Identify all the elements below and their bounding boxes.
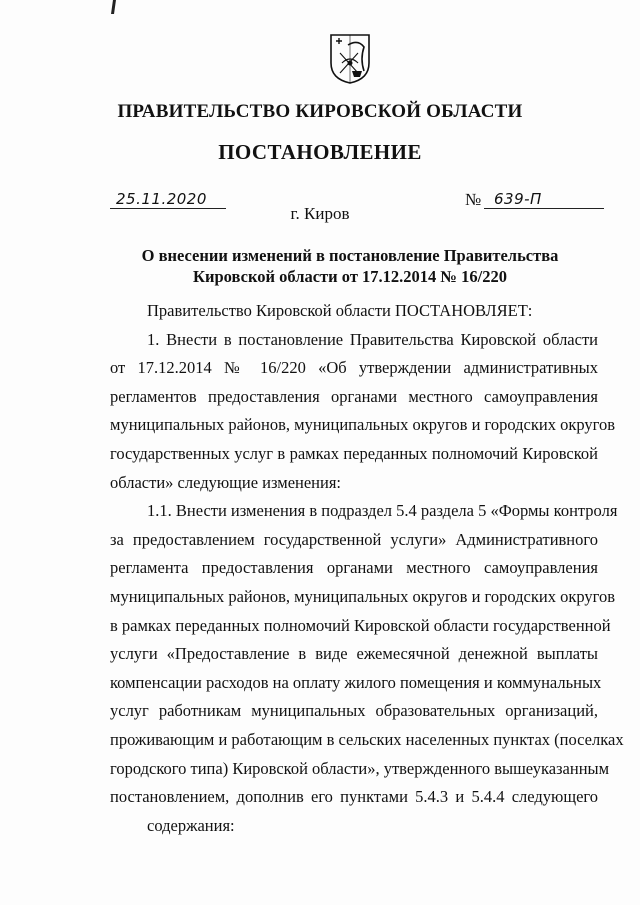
subject-line: Кировской области от 17.12.2014 № 16/220 xyxy=(193,267,507,286)
preamble: Правительство Кировской области ПОСТАНОВЛЯЕТ: xyxy=(147,301,533,320)
paragraph-line: проживающим и работающим в сельских населенных пунктах (поселках xyxy=(110,729,624,749)
subject-line: О внесении изменений в постановление Правительства xyxy=(141,246,559,265)
paragraph-line: государственных услуг в рамках переданных полномочий Кировской xyxy=(110,443,598,463)
document-subject xyxy=(110,245,590,287)
document-body xyxy=(110,297,624,840)
paragraph-line: в рамках переданных полномочий Кировской области государственной xyxy=(110,615,611,635)
scan-mark xyxy=(111,0,116,14)
paragraph-line: муниципальных районов, муниципальных округов и городских округов xyxy=(110,586,616,606)
document-date: 25.11.2020 xyxy=(110,190,226,209)
document-type: ПОСТАНОВЛЕНИЕ xyxy=(218,140,422,164)
paragraph-line: области» следующие изменения: xyxy=(110,472,342,492)
paragraph-line: городского типа) Кировской области», утвержденного вышеуказанным xyxy=(110,758,610,778)
paragraph-line: 1. Внести в постановление Правительства Кировской области xyxy=(147,329,598,349)
paragraph-line: за предоставлением государственной услуги» Административного xyxy=(110,529,598,549)
city-label: г. Киров xyxy=(290,204,350,223)
kirov-oblast-coat-of-arms-icon xyxy=(328,33,372,85)
paragraph-line: постановлением, дополнив его пунктами 5.4.3 и 5.4.4 следующего xyxy=(110,787,598,807)
paragraph-line: муниципальных районов, муниципальных округов и городских округов xyxy=(110,415,616,435)
paragraph-line: от 17.12.2014 № 16/220 «Об утверждении административных xyxy=(110,358,598,378)
paragraph-line: содержания: xyxy=(147,815,235,835)
document-number: 639-П xyxy=(484,190,604,209)
paragraph-line: услуг работникам муниципальных образовательных организаций, xyxy=(110,701,598,721)
number-sign: № xyxy=(465,190,482,209)
paragraph-line: регламентов предоставления органами местного самоуправления xyxy=(110,386,598,406)
paragraph-line: компенсации расходов на оплату жилого помещения и коммунальных xyxy=(110,672,602,692)
paragraph-line: 1.1. Внести изменения в подраздел 5.4 раздела 5 «Формы контроля xyxy=(147,501,618,521)
paragraph-line: услуги «Предоставление в виде ежемесячной денежной выплаты xyxy=(110,644,598,664)
paragraph-line: регламента предоставления органами местного самоуправления xyxy=(110,558,598,578)
organization-title: ПРАВИТЕЛЬСТВО КИРОВСКОЙ ОБЛАСТИ xyxy=(117,101,523,122)
